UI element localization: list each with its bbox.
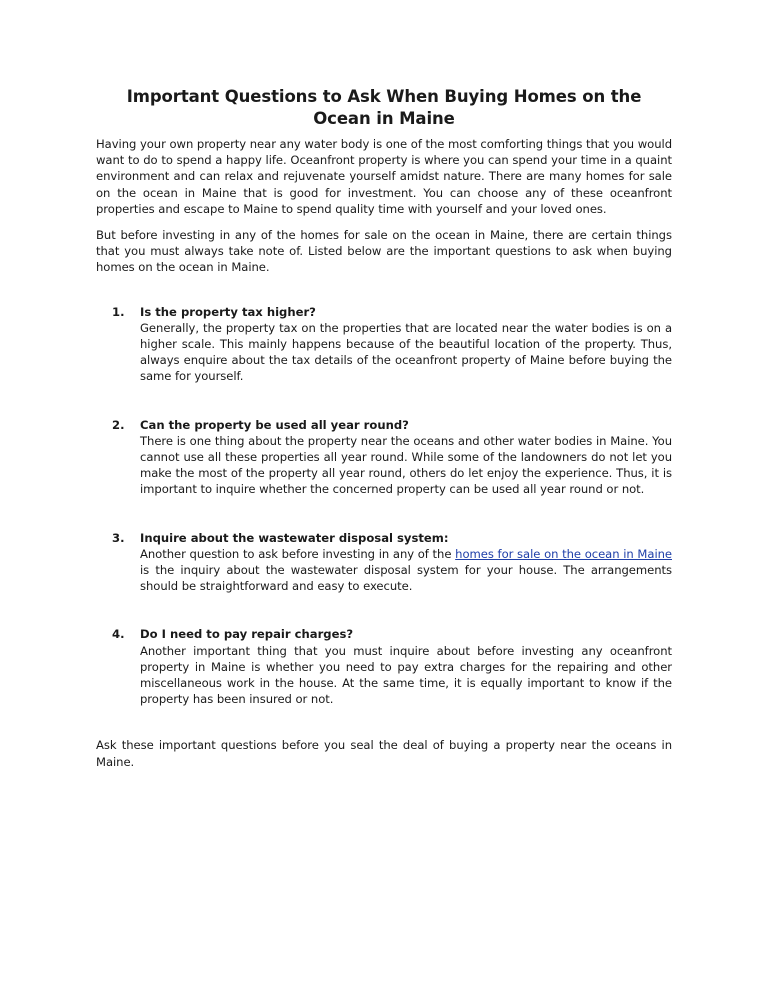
question-title: Inquire about the wastewater disposal system:: [140, 530, 449, 545]
intro-paragraph: Having your own property near any water body is one of the most comforting things that you would want to do to spend a happy life. Oceanfront property is where you can spend your time in a quaint environment and can relax and rejuvenate yourself amidst nature. There are many homes for sale on the ocean in Maine that is good for investment. You can choose any of these oceanfront properties and escape to Maine to spend quality time with yourself and your loved ones.: [96, 137, 672, 216]
question-text: [140, 546, 672, 595]
list-item: [96, 417, 672, 498]
question-number: 1.: [112, 304, 125, 319]
list-item: [96, 304, 672, 385]
question-number: 3.: [112, 530, 125, 545]
question-number: 4.: [112, 627, 125, 642]
closing-paragraph: Ask these important questions before you seal the deal of buying a property near the oceans in Maine.: [96, 738, 672, 769]
question-text: Another important thing that you must inquire about before investing any oceanfront property in Maine is whether you need to pay extra charges for the repairing and other miscellaneous work in the house. At the same time, it is equally important to know if the property has been insured or not.: [140, 643, 672, 707]
question-number: 2.: [112, 417, 125, 432]
question-title: Is the property tax higher?: [140, 304, 316, 319]
list-item: [96, 530, 672, 595]
title-line-2: Ocean in Maine: [313, 109, 455, 128]
question-title: Do I need to pay repair charges?: [140, 627, 354, 642]
question-text: There is one thing about the property near the oceans and other water bodies in Maine. You cannot use all these properties all year round. While some of the landowners do not let you make the most of the property all year round, others do let enjoy the experience. Thus, it is important to inquire whether the concerned property can be used all year round or not.: [140, 433, 672, 497]
title-line-1: Important Questions to Ask When Buying Homes on the: [126, 87, 642, 106]
question-text-before-link: Another question to ask before investing in any of the: [140, 546, 456, 561]
questions-list: [96, 304, 672, 708]
homes-for-sale-link[interactable]: homes for sale on the ocean in Maine: [455, 546, 672, 561]
second-paragraph: But before investing in any of the homes for sale on the ocean in Maine, there are certain things that you must always take note of. Listed below are the important questions to ask when buying homes on the ocean in Maine.: [96, 228, 672, 275]
question-title: Can the property be used all year round?: [140, 417, 409, 432]
question-text-after-link: is the inquiry about the wastewater disposal system for your house. The arrangements should be straightforward and easy to execute.: [140, 563, 672, 594]
document-page: [96, 86, 672, 780]
page-title: [96, 86, 672, 130]
list-item: [96, 626, 672, 707]
question-text: Generally, the property tax on the properties that are located near the water bodies is on a higher scale. This mainly happens because of the beautiful location of the property. Thus, always enquire about the tax details of the oceanfront property of Maine before buying the same for yourself.: [140, 320, 672, 384]
